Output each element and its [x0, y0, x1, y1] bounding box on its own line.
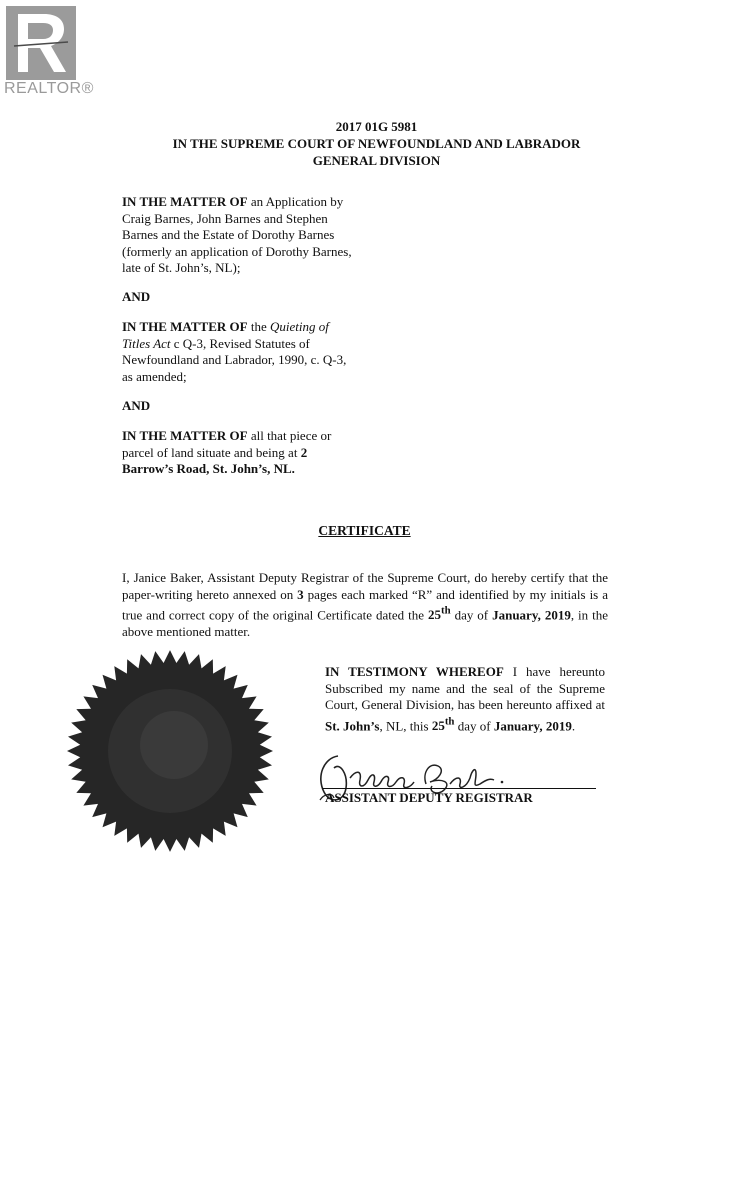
matter-text: all that piece or	[247, 428, 332, 443]
matter-text: Craig Barnes, John Barnes and Stephen	[122, 210, 328, 226]
court-name: IN THE SUPREME COURT OF NEWFOUNDLAND AND LABRADOR	[172, 136, 581, 151]
body-text: day of	[450, 607, 493, 623]
matter-text: as amended;	[122, 368, 187, 384]
realtor-watermark-text: REALTOR®	[4, 80, 94, 97]
testimony-lead: IN TESTIMONY WHEREOF	[325, 664, 504, 679]
file-number: 2017 01G 5981	[335, 119, 418, 134]
day-suffix: th	[440, 605, 451, 617]
matter-application	[122, 194, 422, 277]
testimony-text: I have hereunto Subscribed my name and the seal of the Supreme Court, General Division, has been hereunto affixed at	[325, 664, 605, 712]
matter-text: parcel of land situate and being at	[122, 444, 301, 460]
and-separator: AND	[122, 398, 151, 413]
matter-text: the	[247, 319, 270, 334]
certificate-title	[0, 523, 729, 539]
testimony-day: 25	[431, 717, 445, 733]
matter-text: (formerly an application of Dorothy Barnes,	[122, 243, 352, 259]
and-separator: AND	[122, 289, 151, 304]
matter-lead: IN THE MATTER OF	[122, 319, 248, 334]
matter-text: c Q-3, Revised Statutes of	[170, 335, 310, 351]
property-address: Barrow’s Road, St. John’s, NL.	[122, 461, 295, 476]
matter-text: Newfoundland and Labrador, 1990, c. Q-3,	[122, 352, 347, 367]
matter-statute	[122, 319, 422, 385]
matter-land	[122, 428, 422, 478]
body-text: pages each marked “R” and identified by my initials is a true and correct copy of the original Certificate dated the	[122, 586, 608, 623]
statute-name: Quieting of	[269, 319, 329, 334]
matter-text: late of St. John’s, NL);	[122, 260, 241, 275]
civic-number: 2	[300, 444, 308, 460]
testimony-place: St. John’s	[325, 717, 380, 733]
testimony-text: .	[571, 717, 576, 733]
testimony-month-year: January, 2019	[493, 717, 572, 733]
registrar-title: ASSISTANT DEPUTY REGISTRAR	[325, 790, 533, 805]
signature-line	[322, 788, 596, 789]
matter-lead: IN THE MATTER OF	[122, 194, 248, 209]
page-count: 3	[297, 586, 304, 602]
court-seal-icon	[62, 646, 278, 856]
matter-lead: IN THE MATTER OF	[122, 428, 248, 443]
day-suffix: th	[444, 715, 455, 728]
testimony-block	[325, 664, 605, 734]
certificate-month-year: January, 2019	[492, 607, 571, 623]
testimony-text: day of	[454, 717, 494, 733]
certificate-title-text: CERTIFICATE	[318, 523, 411, 538]
document-header	[0, 118, 729, 169]
body-text: , in the above mentioned matter.	[122, 607, 608, 639]
realtor-r-logo-icon	[6, 6, 76, 80]
statute-name: Titles Act	[122, 335, 171, 351]
matter-text: an Application by	[247, 194, 344, 209]
body-text: I, Janice Baker, Assistant Deputy Registrar of the Supreme Court, do hereby certify that the paper-writing hereto annexed on	[122, 570, 608, 602]
matter-text: Barnes and the Estate of Dorothy Barnes	[122, 227, 335, 242]
certificate-body	[122, 570, 608, 640]
court-division: GENERAL DIVISION	[312, 153, 441, 168]
certificate-day: 25	[427, 607, 441, 623]
testimony-text: , NL, this	[379, 717, 432, 733]
